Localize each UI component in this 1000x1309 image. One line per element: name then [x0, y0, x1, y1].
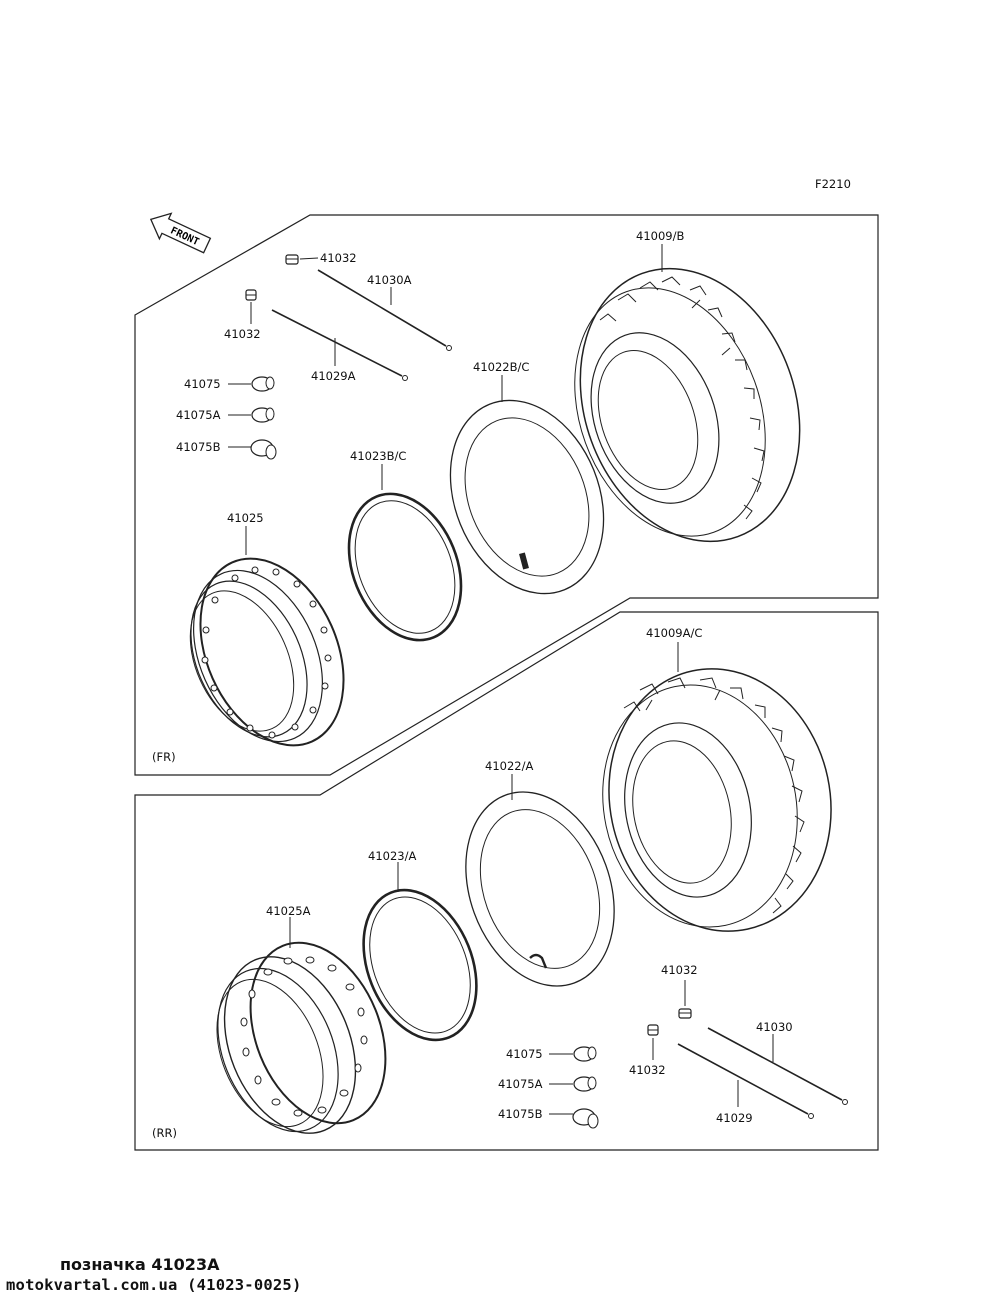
- rear-rim-band: [343, 873, 498, 1057]
- rear-panel-frame: [135, 612, 878, 1150]
- label-rear-tire: 41009A/C: [646, 626, 703, 640]
- rear-section-label: (RR): [152, 1126, 177, 1140]
- label-rear-nipple-a: 41075A: [498, 1077, 543, 1091]
- source-watermark: motokvartal.com.ua (41023-0025): [6, 1276, 302, 1294]
- label-rear-nipple-b: 41075B: [498, 1107, 543, 1121]
- label-front-spoke-a: 41030A: [367, 273, 412, 287]
- label-front-nipple-a: 41075A: [176, 408, 221, 422]
- label-front-rim: 41025: [227, 511, 264, 525]
- label-front-valve-left: 41032: [224, 327, 261, 341]
- front-valve-left: [246, 290, 256, 300]
- front-rim-band: [328, 477, 481, 657]
- label-rear-valve-bottom: 41032: [629, 1063, 666, 1077]
- front-rim: [168, 536, 371, 768]
- label-front-tire: 41009/B: [636, 229, 685, 243]
- front-nipple-41075a: [252, 408, 274, 422]
- label-front-tube: 41022B/C: [473, 360, 530, 374]
- front-arrow-label: FRONT: [168, 225, 201, 249]
- label-front-nipple-b: 41075B: [176, 440, 221, 454]
- rear-valve-top: [679, 1009, 691, 1018]
- rear-tire: [581, 648, 855, 952]
- front-valve-top: [286, 255, 298, 264]
- front-section-label: (FR): [152, 750, 176, 764]
- front-arrow-icon: [145, 207, 213, 259]
- rear-rim: [195, 923, 411, 1153]
- front-nipple-41075: [252, 377, 274, 391]
- front-tube: [423, 377, 631, 616]
- label-rear-rim: 41025A: [266, 904, 311, 918]
- rear-spoke-41030: [708, 1028, 848, 1105]
- label-rear-spoke-b: 41029: [716, 1111, 753, 1125]
- front-leader-lines: [228, 244, 662, 555]
- rear-nipple-41075a: [574, 1077, 596, 1091]
- rear-valve-bottom: [648, 1025, 658, 1035]
- rear-spoke-41029: [678, 1044, 814, 1119]
- figure-code: F2210: [815, 177, 851, 191]
- caption: позначка 41023A: [60, 1255, 220, 1274]
- label-front-nipple: 41075: [184, 377, 221, 391]
- label-rear-rim-band: 41023/A: [368, 849, 417, 863]
- rear-nipple-41075: [574, 1047, 596, 1061]
- front-tire: [542, 238, 837, 573]
- label-front-valve-top: 41032: [320, 251, 357, 265]
- label-rear-nipple: 41075: [506, 1047, 543, 1061]
- label-rear-valve-top: 41032: [661, 963, 698, 977]
- label-rear-tube: 41022/A: [485, 759, 534, 773]
- label-front-rim-band: 41023B/C: [350, 449, 407, 463]
- rear-nipple-41075b: [573, 1109, 598, 1128]
- front-nipple-41075b: [251, 440, 276, 459]
- label-rear-spoke-a: 41030: [756, 1020, 793, 1034]
- label-front-spoke-b: 41029A: [311, 369, 356, 383]
